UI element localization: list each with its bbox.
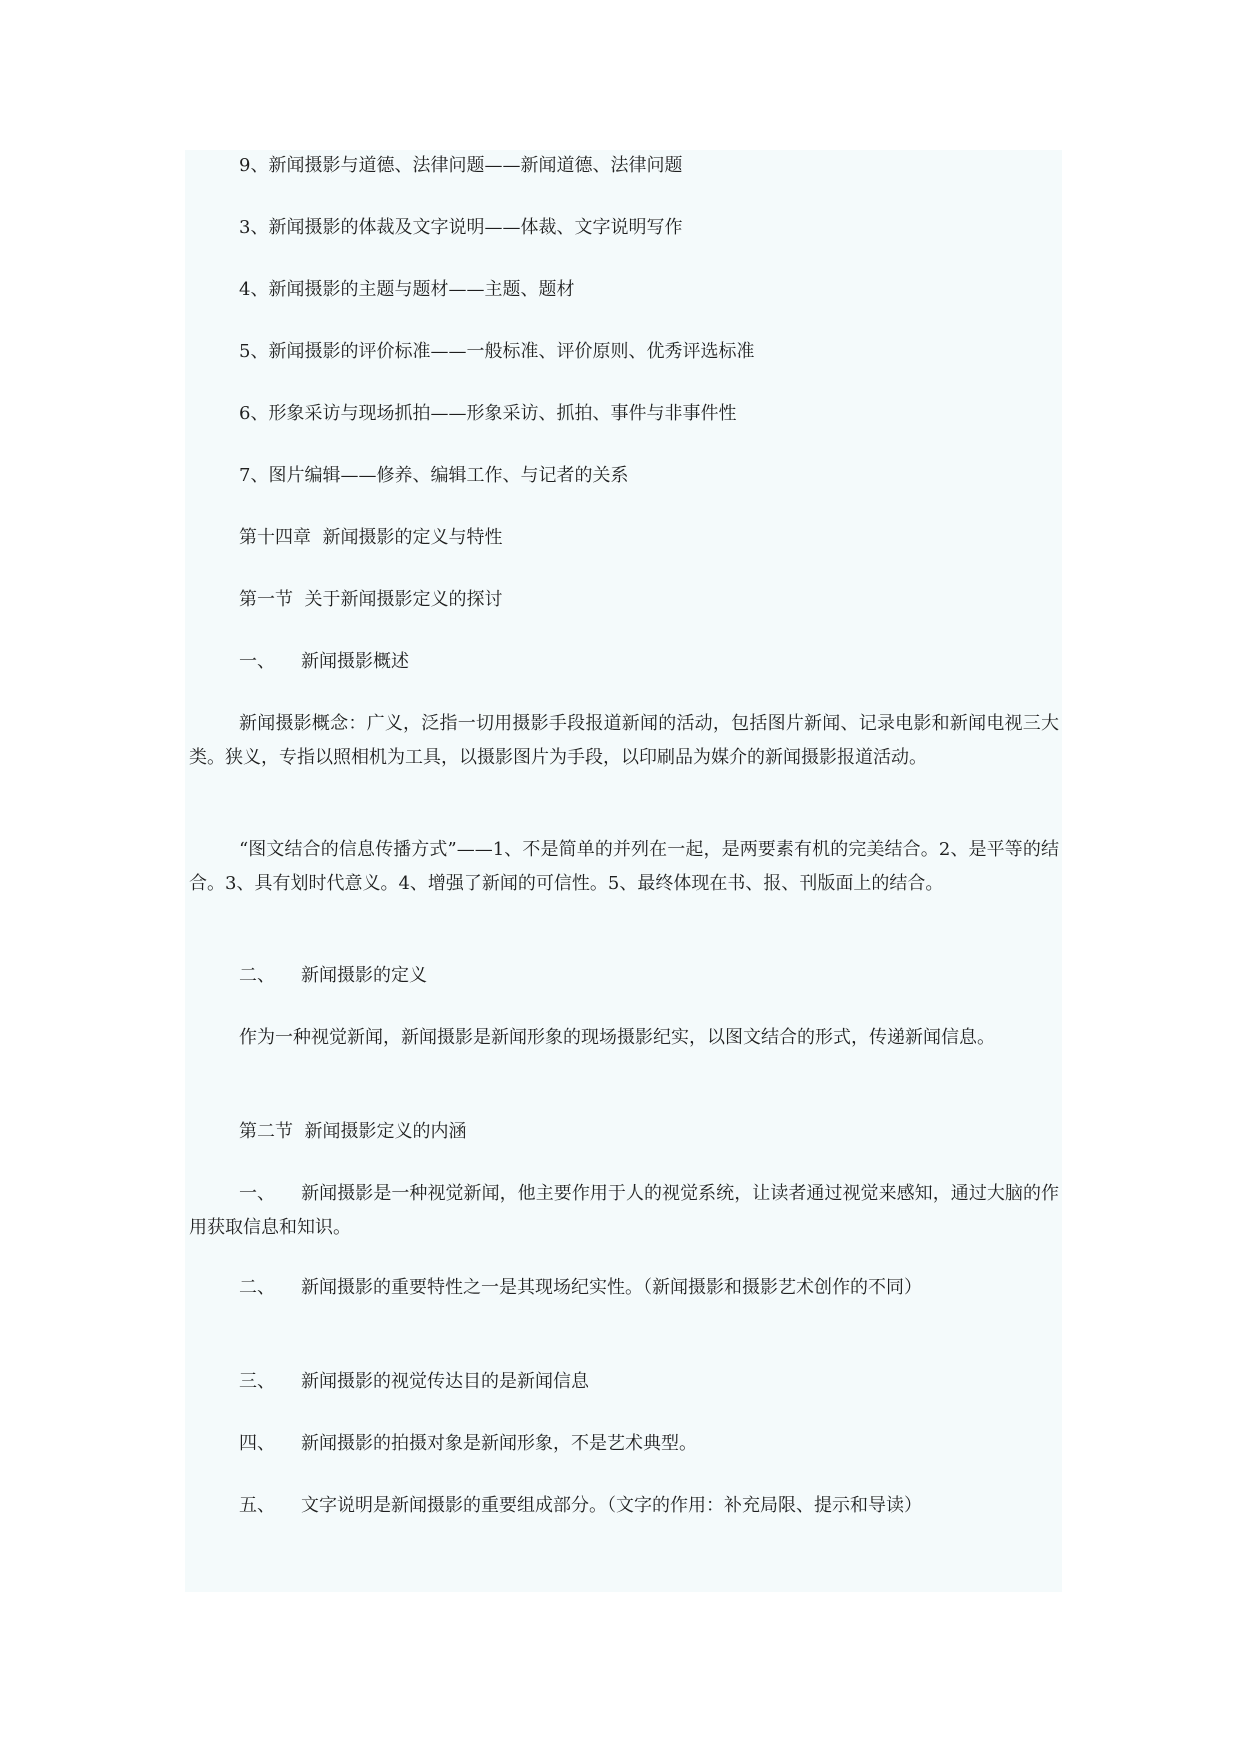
line-text: 新闻摄影概念：广义，泛指一切用摄影手段报道新闻的活动，包括图片新闻、记录电影和新闻电视三大类。狭义，专指以照相机为工具，以摄影图片为手段，以印刷品为媒介的新闻摄影报道活动。: [189, 713, 1059, 768]
list-marker: 二、: [239, 1277, 275, 1298]
connotation-item-5: [239, 1489, 922, 1523]
line-text: 新闻摄影的定义: [301, 965, 427, 986]
outline-item-3: [239, 211, 682, 245]
connotation-item-3: [239, 1365, 589, 1399]
outline-item-6: [239, 397, 736, 431]
line-text: 3、新闻摄影的体裁及文字说明——体裁、文字说明写作: [239, 217, 683, 238]
line-text: 新闻摄影的视觉传达目的是新闻信息: [301, 1371, 589, 1392]
section-heading-2: [239, 1115, 466, 1149]
chapter-heading: [239, 521, 502, 555]
paragraph-concept: [189, 707, 1059, 775]
list-marker: 三、: [239, 1371, 275, 1392]
line-text: 第一节 关于新闻摄影定义的探讨: [239, 589, 503, 610]
subheading-definition: [239, 959, 427, 993]
outline-item-5: [239, 335, 754, 369]
line-text: 文字说明是新闻摄影的重要组成部分。（文字的作用：补充局限、提示和导读）: [301, 1495, 922, 1516]
list-marker: 四、: [239, 1433, 275, 1454]
line-text: 7、图片编辑——修养、编辑工作、与记者的关系: [239, 465, 629, 486]
connotation-item-4: [239, 1427, 697, 1461]
outline-item-7: [239, 459, 628, 493]
line-text: “图文结合的信息传播方式”——1、不是简单的并列在一起，是两要素有机的完美结合。2、是平等的结合。3、具有划时代意义。4、增强了新闻的可信性。5、最终体现在书、报、刊版面上的结合。: [189, 839, 1059, 894]
line-text: 5、新闻摄影的评价标准——一般标准、评价原则、优秀评选标准: [239, 341, 755, 362]
line-text: 9、新闻摄影与道德、法律问题——新闻道德、法律问题: [239, 155, 683, 176]
paragraph-image-text: [189, 833, 1059, 901]
line-text: 6、形象采访与现场抓拍——形象采访、抓拍、事件与非事件性: [239, 403, 737, 424]
list-marker: 二、: [239, 965, 275, 986]
section-heading-1: [239, 583, 502, 617]
connotation-item-1: [189, 1177, 1059, 1245]
outline-item-4: [239, 273, 574, 307]
line-text: 新闻摄影的拍摄对象是新闻形象，不是艺术典型。: [301, 1433, 697, 1454]
outline-item-9: [239, 149, 682, 183]
line-text: 4、新闻摄影的主题与题材——主题、题材: [239, 279, 575, 300]
line-text: 作为一种视觉新闻，新闻摄影是新闻形象的现场摄影纪实，以图文结合的形式，传递新闻信息。: [239, 1027, 995, 1048]
line-text: 第十四章 新闻摄影的定义与特性: [239, 527, 503, 548]
line-text: 第二节 新闻摄影定义的内涵: [239, 1121, 467, 1142]
subheading-overview: [239, 645, 409, 679]
line-text: 新闻摄影是一种视觉新闻，他主要作用于人的视觉系统，让读者通过视觉来感知，通过大脑的作用获取信息和知识。: [189, 1183, 1059, 1238]
line-text: 新闻摄影概述: [301, 651, 409, 672]
list-marker: 一、: [239, 1183, 276, 1204]
connotation-item-2: [239, 1271, 922, 1305]
paragraph-definition: [239, 1021, 995, 1055]
line-text: 新闻摄影的重要特性之一是其现场纪实性。（新闻摄影和摄影艺术创作的不同）: [301, 1277, 922, 1298]
list-marker: 五、: [239, 1495, 275, 1516]
list-marker: 一、: [239, 651, 275, 672]
